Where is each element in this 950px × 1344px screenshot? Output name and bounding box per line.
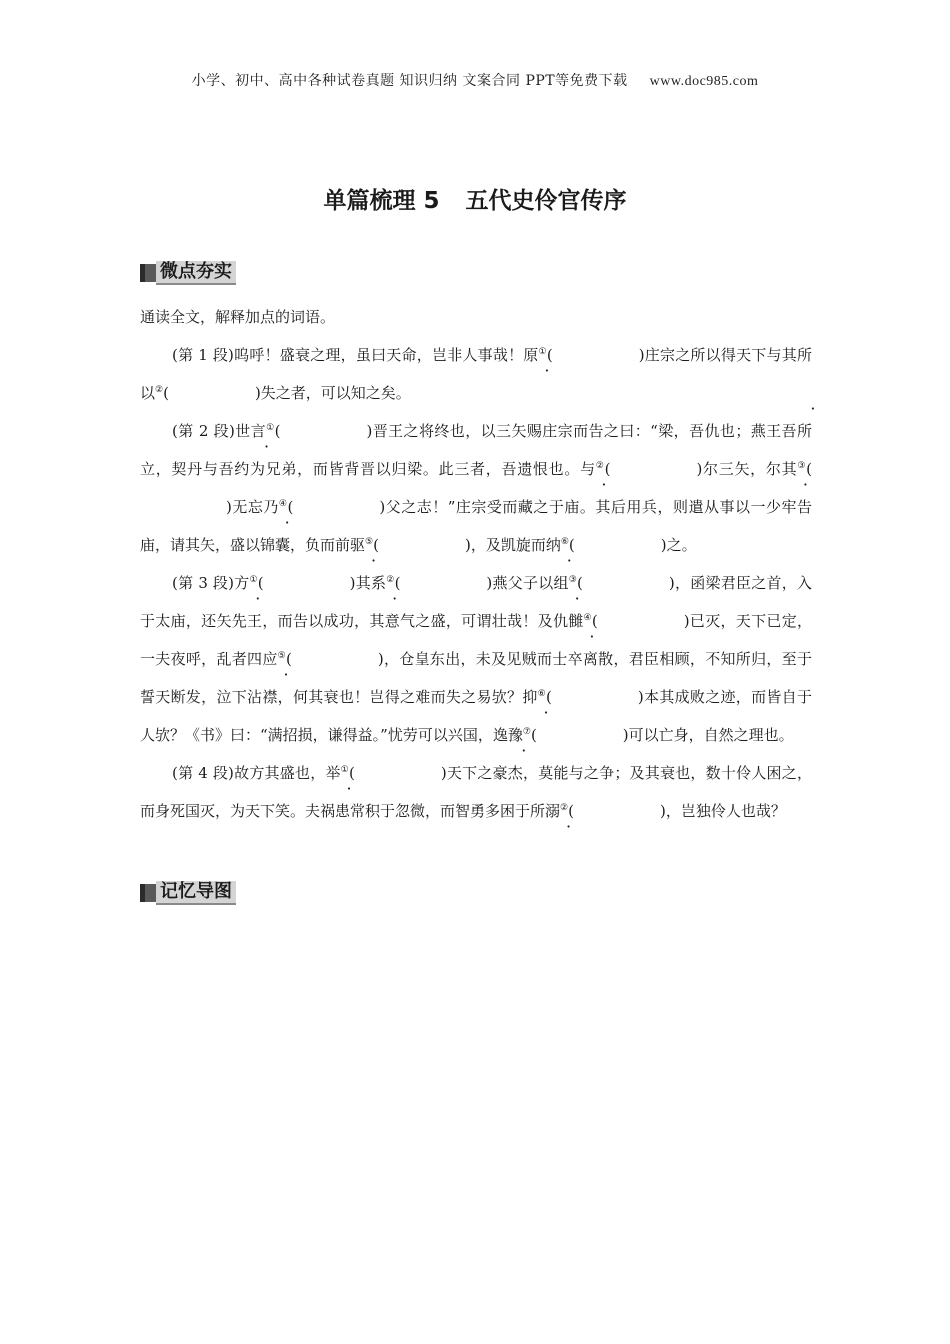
header-site: www.doc985.com xyxy=(649,74,759,89)
dotted-word: 乃 xyxy=(263,498,279,516)
dotted-word: 应 xyxy=(262,650,278,668)
dotted-word: 抑 xyxy=(522,688,538,706)
section-label: 微点夯实 xyxy=(156,261,236,285)
dotted-word: 纳 xyxy=(545,536,561,554)
page-title xyxy=(0,182,950,215)
dotted-word: 组 xyxy=(553,574,569,592)
page-header xyxy=(0,70,950,90)
dotted-word: 方 xyxy=(234,574,250,592)
section-label: 记忆导图 xyxy=(156,881,236,905)
dotted-word: 溺 xyxy=(545,802,561,820)
dotted-word: 逸豫 xyxy=(492,726,523,744)
dotted-word: 世言 xyxy=(234,422,267,440)
paragraph-3: (第 3 段)方①( )其系②( )燕父子以组③( )，函梁君臣之首，入于太庙，还矢先王，而告以成功，其意气之盛，可谓壮哉！及仇雠④( )已灭，天下已定，一夫夜呼，乱者四应⑤( )，仓皇东出，未及见贼而士卒离散，君臣相顾，不知所归，至于誓天断发，泣下沾襟，何其衰也！岂得之难而失之易欤？抑⑥( )本其成败之迹，而皆自于人欤？《书》曰：“满招损，谦得益。”忧劳可以兴国，逸豫⑦( )可以亡身，自然之理也。 xyxy=(140,574,812,744)
dotted-word: 与 xyxy=(580,460,596,478)
section-bar-icon xyxy=(140,264,156,282)
instruction: 通读全文，解释加点的词语。 xyxy=(140,308,336,326)
section-heading-jiyi xyxy=(140,882,236,904)
paragraph-2: (第 2 段)世言①( )晋王之将终也，以三矢赐庄宗而告之曰：“梁，吾仇也；燕王吾所立，契丹与吾约为兄弟，而皆背晋以归梁。此三者，吾遗恨也。与②( )尔三矢，尔其③()无忘乃④( )父之志！”庄宗受而藏之于庙。其后用兵，则遣从事以一少牢告庙，请其矢，盛以锦囊，负而前驱⑤( )，及凯旋而纳⑥( )之。 xyxy=(140,422,812,554)
dotted-word: 雠 xyxy=(568,612,584,630)
dotted-word: 所以 xyxy=(140,346,812,402)
paragraph-4: (第 4 段)故方其盛也，举①( )天下之豪杰，莫能与之争；及其衰也，数十伶人困之，而身死国灭，为天下笑。夫祸患常积于忽微，而智勇多困于所溺②( )，岂独伶人也哉？ xyxy=(140,764,812,820)
header-text: 小学、初中、高中各种试卷真题 知识归纳 文案合同 PPT等免费下载 xyxy=(191,73,628,89)
dotted-word: 驱 xyxy=(350,536,366,554)
dotted-word: 其 xyxy=(781,460,798,478)
dotted-word: 系 xyxy=(371,574,387,592)
section-heading-weidian xyxy=(140,262,236,284)
exercise-content xyxy=(140,300,812,829)
paragraph-1: (第 1 段)呜呼！盛衰之理，虽曰天命，岂非人事哉！原①( )庄宗之所以得天下与其所以②( )失之者，可以知之矣。 xyxy=(140,346,812,402)
title-part1: 单篇梳理 5 xyxy=(323,188,440,214)
dotted-word: 原 xyxy=(523,346,539,364)
title-part2: 五代史伶官传序 xyxy=(465,188,627,214)
dotted-word: 举 xyxy=(325,764,341,782)
section-bar-icon xyxy=(140,884,156,902)
